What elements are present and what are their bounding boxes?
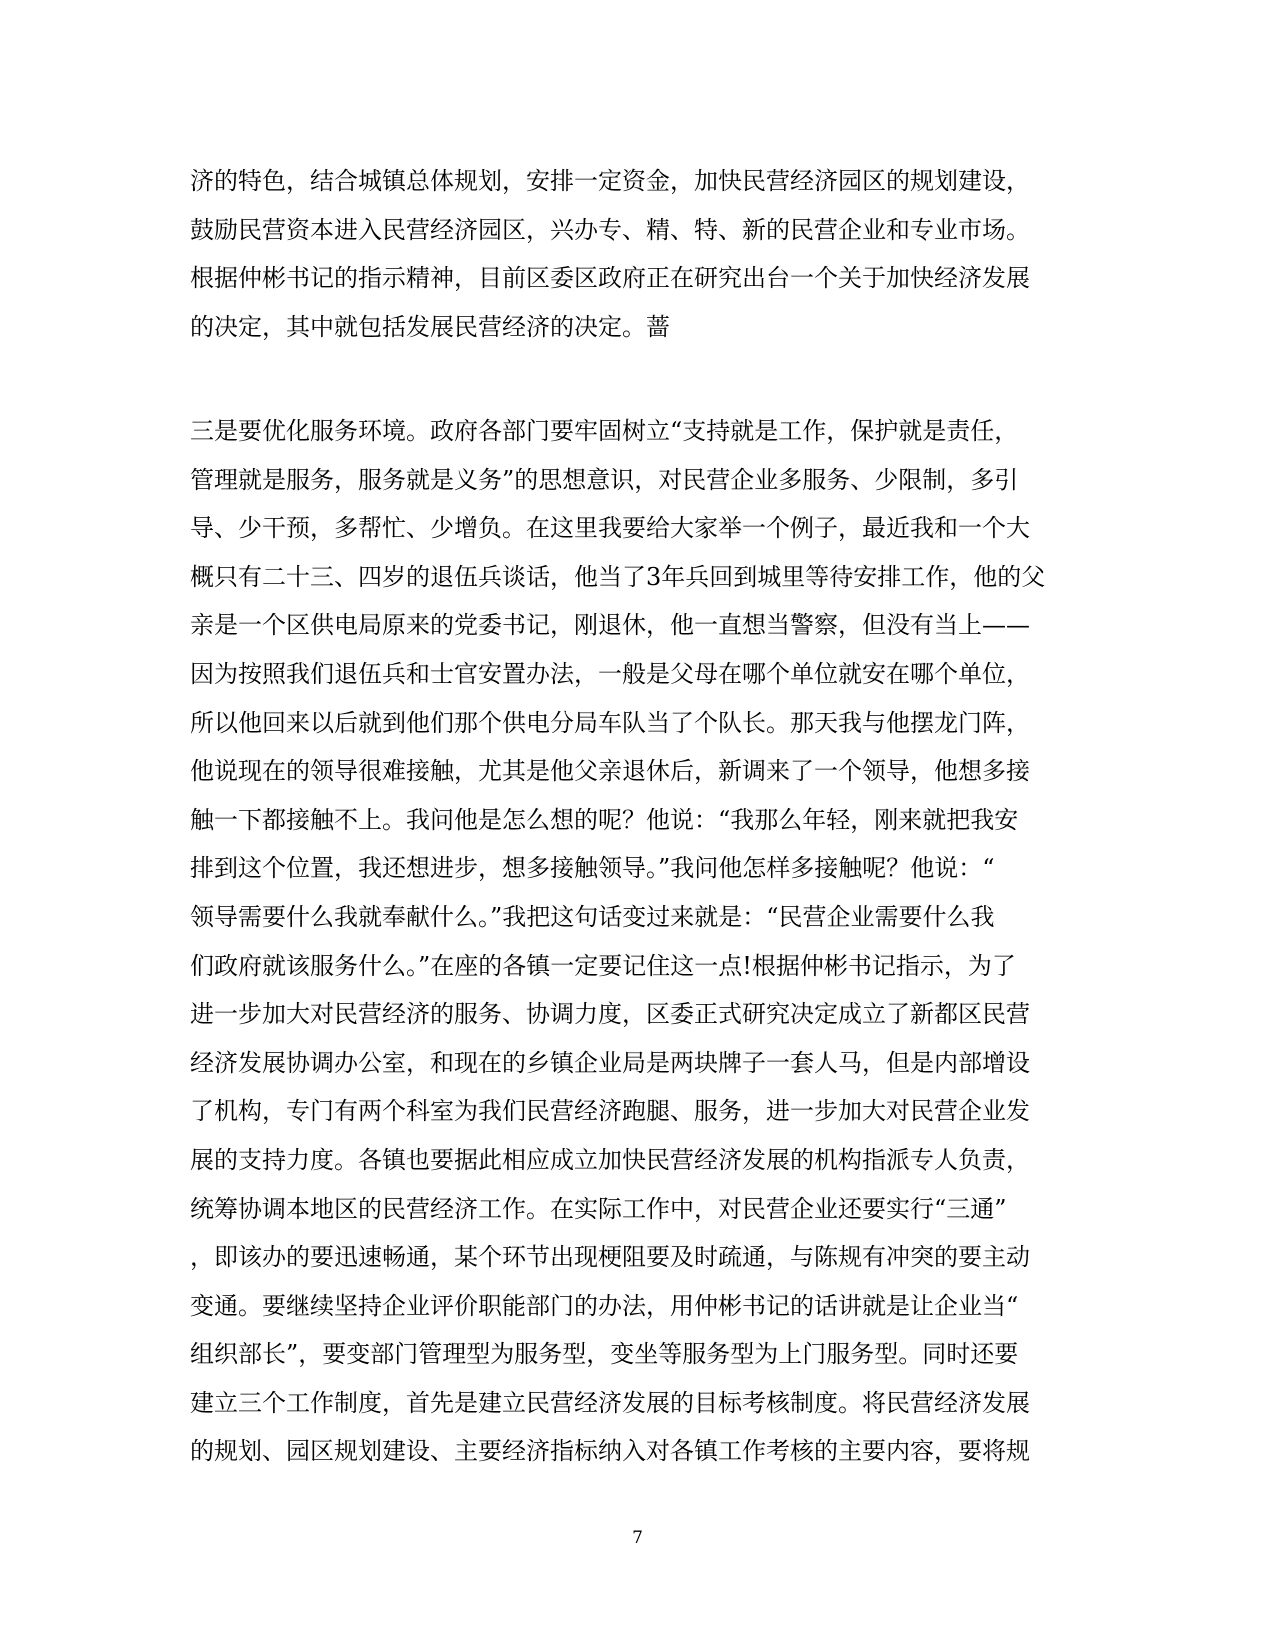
text-line: 统筹协调本地区的民营经济工作。在实际工作中，对民营企业还要实行“三通” [190, 1194, 1007, 1223]
text-line: 导、少干预，多帮忙、少增负。在这里我要给大家举一个例子，最近我和一个大 [190, 514, 1030, 543]
text-line: 他说现在的领导很难接触，尤其是他父亲退休后，新调来了一个领导，他想多接 [190, 757, 1030, 786]
paragraph-2 [190, 407, 1070, 1476]
page-number: 7 [632, 1528, 643, 1548]
text-line: 根据仲彬书记的指示精神，目前区委区政府正在研究出台一个关于加快经济发展 [190, 264, 1030, 293]
text-line: 的决定，其中就包括发展民营经济的决定。蔷 [190, 312, 670, 341]
text-line: 变通。要继续坚持企业评价职能部门的办法，用仲彬书记的话讲就是让企业当“ [190, 1291, 1019, 1320]
text-line: 展的支持力度。各镇也要据此相应成立加快民营经济发展的机构指派专人负责， [190, 1145, 1030, 1174]
text-line: 济的特色，结合城镇总体规划，安排一定资金，加快民营经济园区的规划建设， [190, 167, 1030, 195]
text-line: 因为按照我们退伍兵和士官安置办法，一般是父母在哪个单位就安在哪个单位， [190, 659, 1030, 688]
text-line: ，即该办的要迅速畅通，某个环节出现梗阻要及时疏通，与陈规有冲突的要主动 [190, 1243, 1030, 1272]
text-line: 建立三个工作制度，首先是建立民营经济发展的目标考核制度。将民营经济发展 [190, 1388, 1030, 1417]
text-line: 亲是一个区供电局原来的党委书记，刚退休，他一直想当警察，但没有当上—— [190, 611, 1030, 640]
text-line: 的规划、园区规划建设、主要经济指标纳入对各镇工作考核的主要内容，要将规 [190, 1437, 1030, 1466]
text-line: 管理就是服务，服务就是义务”的思想意识，对民营企业多服务、少限制，多引 [190, 465, 1019, 494]
text-line: 排到这个位置，我还想进步，想多接触领导。”我问他怎样多接触呢？他说：“ [190, 854, 995, 883]
paragraph-1 [190, 157, 1070, 351]
text-line: 们政府就该服务什么。”在座的各镇一定要记住这一点!根据仲彬书记指示，为了 [190, 951, 1016, 980]
text-line: 触一下都接触不上。我问他是怎么想的呢？他说：“我那么年轻，刚来就把我安 [190, 805, 1019, 834]
text-line: 了机构，专门有两个科室为我们民营经济跑腿、服务，进一步加大对民营企业发 [190, 1097, 1030, 1126]
text-line: 鼓励民营资本进入民营经济园区，兴办专、精、特、新的民营企业和专业市场。 [190, 215, 1030, 244]
text-line: 三是要优化服务环境。政府各部门要牢固树立“支持就是工作，保护就是责任， [190, 417, 1019, 445]
text-line: 进一步加大对民营经济的服务、协调力度，区委正式研究决定成立了新都区民营 [190, 1000, 1030, 1029]
text-line: 组织部长”，要变部门管理型为服务型，变坐等服务型为上门服务型。同时还要 [190, 1340, 1019, 1369]
text-line: 领导需要什么我就奉献什么。”我把这句话变过来就是：“民营企业需要什么我 [190, 902, 995, 931]
text-line: 概只有二十三、四岁的退伍兵谈话，他当了3年兵回到城里等待安排工作，他的父 [190, 562, 1046, 591]
text-line: 所以他回来以后就到他们那个供电分局车队当了个队长。那天我与他摆龙门阵， [190, 708, 1030, 737]
text-line: 经济发展协调办公室，和现在的乡镇企业局是两块牌子一套人马，但是内部增设 [190, 1048, 1030, 1077]
